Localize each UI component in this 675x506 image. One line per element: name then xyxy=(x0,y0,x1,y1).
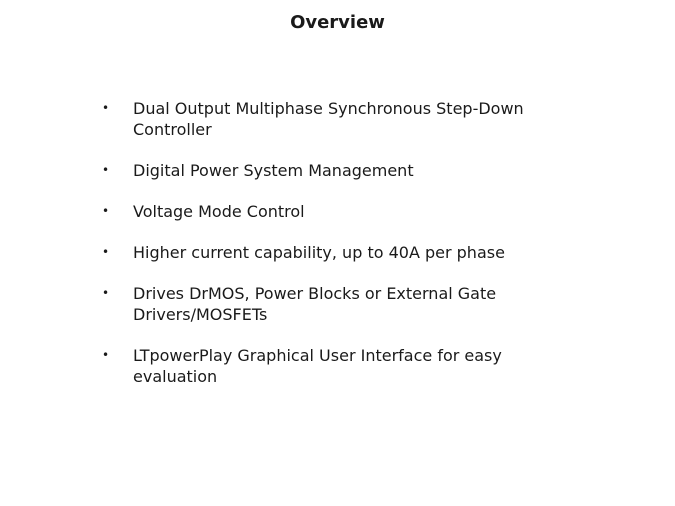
slide-title: Overview xyxy=(290,12,385,33)
bullet-dot-icon: • xyxy=(102,348,110,362)
bullet-item xyxy=(96,283,576,325)
bullet-text: LTpowerPlay Graphical User Interface for easy evaluation xyxy=(133,346,502,386)
bullet-dot-icon: • xyxy=(102,204,110,218)
bullet-item xyxy=(96,201,576,222)
bullet-dot-icon: • xyxy=(102,101,110,115)
bullet-text: Dual Output Multiphase Synchronous Step-Down Controller xyxy=(133,99,524,139)
bullet-text: Digital Power System Management xyxy=(133,161,414,180)
bullet-item xyxy=(96,160,576,181)
bullet-item xyxy=(96,345,576,387)
bullet-item xyxy=(96,242,576,263)
bullet-item xyxy=(96,98,576,140)
bullet-list xyxy=(96,98,576,407)
bullet-dot-icon: • xyxy=(102,245,110,259)
bullet-text: Higher current capability, up to 40A per phase xyxy=(133,243,505,262)
bullet-text: Voltage Mode Control xyxy=(133,202,305,221)
bullet-text: Drives DrMOS, Power Blocks or External Gate Drivers/MOSFETs xyxy=(133,284,497,324)
bullet-dot-icon: • xyxy=(102,163,110,177)
bullet-dot-icon: • xyxy=(102,286,110,300)
